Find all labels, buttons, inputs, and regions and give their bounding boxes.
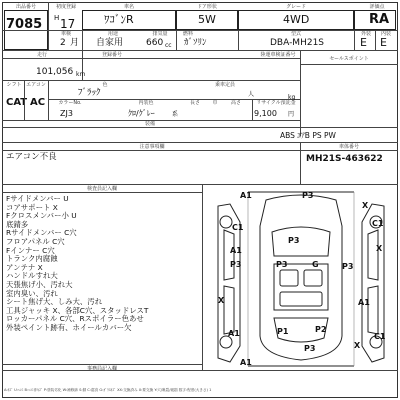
damage-mark: A1	[240, 191, 252, 200]
rule	[300, 142, 301, 184]
rule	[300, 64, 398, 65]
displacement: 660	[146, 38, 164, 48]
notes-text: エアコン不良	[6, 152, 57, 162]
damage-mark: P3	[304, 344, 316, 353]
inspection-list	[6, 195, 200, 333]
inspection-item: Fクロスメンバー小 U	[6, 211, 77, 221]
damage-mark: A1	[240, 358, 252, 367]
label-shift: シフト	[6, 82, 22, 88]
rule	[2, 150, 398, 151]
label-registration: 登録番号	[101, 52, 122, 58]
inspection-item: 工具ジャッキ X、各部C穴、スタッドレスT	[6, 305, 149, 315]
rule	[24, 80, 25, 120]
damage-mark: P3	[276, 260, 288, 269]
interior-color-suffix: 系	[172, 111, 179, 118]
damage-mark: P2	[315, 325, 327, 334]
label-displacement: 排気量	[152, 31, 168, 37]
lot-no: 7085	[6, 17, 43, 32]
damage-mark: C1	[372, 219, 384, 228]
era: H	[54, 14, 60, 22]
rule	[202, 184, 203, 370]
inspection-item: Fサイドメンバー U	[6, 194, 69, 203]
rule	[2, 127, 398, 128]
first-reg-year: 17	[60, 17, 76, 31]
interior-color: ｸﾛ/ｸﾞﾚｰ	[128, 109, 155, 118]
label-fuel: 燃料	[182, 31, 193, 37]
damage-mark: C1	[374, 332, 386, 341]
damage-mark: P3	[288, 236, 300, 245]
inspection-item: アンテナ X	[6, 262, 43, 272]
rule	[2, 370, 398, 371]
car-name: ﾜｺﾞﾝR	[104, 13, 134, 26]
inspection-item: 室内臭い、汚れ	[6, 288, 58, 298]
label-model: 型式	[290, 31, 301, 37]
rule	[375, 30, 376, 50]
damage-mark: X	[362, 201, 369, 210]
label-inquiry: 事務局記入欄	[86, 366, 117, 372]
label-lot-no: 出品番号	[15, 4, 36, 10]
damage-mark: A1	[358, 298, 370, 307]
mileage: 101,056	[36, 67, 74, 77]
capacity-unit: 人	[248, 91, 255, 98]
inspection-item: トランク内腐蝕	[6, 254, 58, 264]
color: ﾌﾞﾗｯｸ	[78, 88, 101, 98]
rule	[82, 30, 83, 50]
usage: 自家用	[96, 38, 124, 48]
rule	[354, 30, 355, 50]
shaken-month: 2	[60, 38, 66, 48]
label-equipment: 装備	[144, 121, 155, 127]
label-ac: エアコン	[26, 82, 46, 88]
inspection-item: ハンドルすれ大	[6, 271, 58, 281]
shaken-unit: 月	[70, 38, 80, 48]
exterior-grade: E	[360, 36, 367, 49]
displacement-unit: cc	[165, 42, 172, 49]
color-no: ZJ3	[60, 109, 73, 118]
label-shaken: 車検	[60, 31, 71, 37]
rating: RA	[369, 12, 390, 27]
damage-mark: X	[354, 341, 361, 350]
rule	[2, 192, 202, 193]
inspection-item: 外装ペイント跡有、ホイールカバー欠	[6, 322, 132, 332]
interior-grade: E	[380, 36, 387, 49]
label-sales-point: セールスポイント	[329, 56, 369, 62]
ac: AC	[30, 97, 46, 108]
label-usage: 用途	[107, 31, 118, 37]
rule	[48, 2, 49, 50]
damage-mark: P3	[230, 260, 242, 269]
inspection-item: ロッカーパネル C穴、Rスポイラー色あせ	[6, 314, 144, 324]
rule	[2, 58, 300, 59]
recycle-amount: 9,100	[254, 109, 277, 118]
damage-mark: X	[376, 244, 383, 253]
damage-mark: G	[312, 260, 319, 269]
fuel: ｶﾞｿﾘﾝ	[184, 38, 207, 48]
label-doors: ドア形状	[197, 4, 217, 10]
rule	[2, 364, 202, 365]
inspection-item: Rサイドメンバー C穴	[6, 228, 77, 238]
inspection-item: 天張焦げ小、汚れ大	[6, 279, 73, 289]
rule	[2, 50, 398, 51]
rule	[300, 50, 301, 136]
label-interior-color: 内装色	[138, 100, 154, 106]
label-chassis-no: 車体番号	[338, 144, 359, 150]
damage-mark: A1	[228, 329, 240, 338]
label-color: 色	[102, 82, 108, 88]
rule	[48, 80, 49, 120]
rule	[2, 184, 398, 185]
label-height: 高さ	[230, 100, 241, 106]
equipment: ABS ｴｱB PS PW	[280, 131, 336, 140]
label-length: 長さ	[189, 100, 200, 106]
inspection-item: 底錆多	[6, 219, 29, 229]
label-inspection: 検査員記入欄	[86, 186, 117, 192]
damage-mark: P3	[302, 191, 314, 200]
damage-mark: X	[218, 296, 225, 305]
shift: CAT	[6, 97, 28, 108]
damage-mark: C1	[232, 223, 244, 232]
inspection-item: コアサポート X	[6, 202, 58, 212]
damage-mark: P1	[277, 327, 289, 336]
load-unit: kg	[288, 94, 296, 101]
mileage-unit: km	[76, 71, 86, 78]
doors: 5W	[198, 13, 216, 26]
rule	[252, 99, 253, 120]
model: DBA-MH21S	[270, 38, 325, 48]
label-notes: 注意事項欄	[139, 144, 165, 150]
rule	[2, 30, 398, 31]
inspection-item: Fインナー C穴	[6, 245, 55, 255]
rule	[2, 142, 398, 143]
recycle-unit: 円	[288, 111, 295, 118]
label-capacity: 乗車定員	[214, 82, 235, 88]
rule	[2, 80, 300, 81]
rule	[238, 30, 239, 50]
label-exterior: 外装	[360, 31, 371, 37]
inspection-item: フロアパネル C穴	[6, 236, 65, 246]
label-grade: グレード	[285, 4, 306, 10]
rule	[176, 30, 177, 50]
label-first-reg: 初度登録	[55, 4, 76, 10]
label-interior: 内装	[380, 31, 391, 37]
label-car-name: 車名	[123, 4, 134, 10]
label-width: 巾	[212, 100, 218, 106]
grade: 4WD	[283, 13, 310, 26]
inspection-item: シート焦げ大、しみ大、汚れ	[6, 297, 103, 307]
label-rating: 評価点	[369, 4, 385, 10]
chassis-no: MH21S-463622	[306, 154, 383, 164]
damage-mark: P3	[342, 262, 354, 271]
damage-mark: A1	[230, 246, 242, 255]
legend-footer: A:ｷｽﾞ U:ﾍｺﾐ B:ﾍｺﾐ伴ｷｽﾞ P:塗装劣化 W:補修跡 S:錆 C:腐食 G:ｶﾞﾗｽｷｽﾞ XX:交換済み X:要交換 Y:穴/亀裂/破損 数字:程度(大きさ) 1	[4, 388, 212, 392]
label-mileage: 走行	[36, 52, 47, 58]
label-color-no: カラーNo.	[58, 100, 82, 106]
label-recycle: リサイクル預託金	[256, 100, 296, 106]
label-shaken-expiry: 陸運車検証番号	[260, 52, 296, 58]
car-damage-diagram	[204, 186, 398, 370]
